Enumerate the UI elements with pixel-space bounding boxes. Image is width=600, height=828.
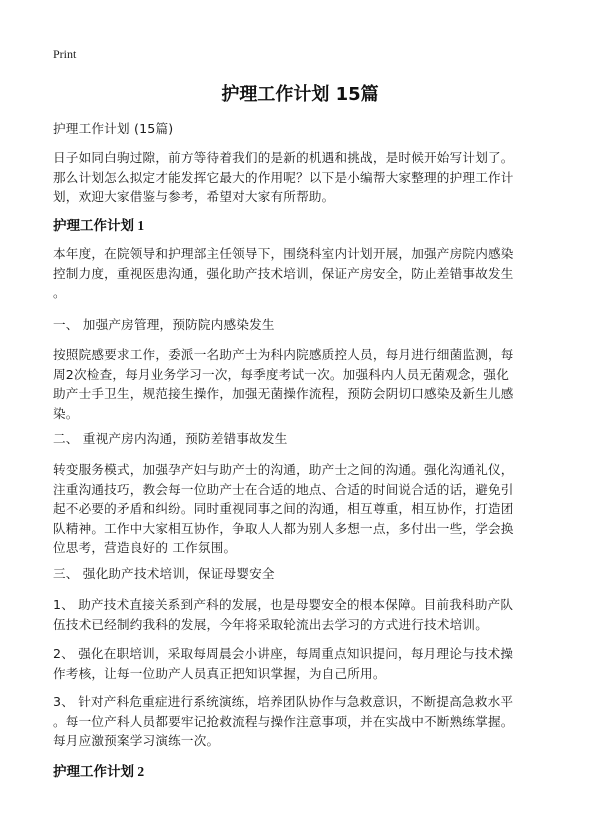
list-item-1 xyxy=(53,595,551,634)
paragraph-line: 转变服务模式，加强孕产妇与助产士的沟通，助产士之间的沟通。强化沟通礼仪， xyxy=(53,462,514,477)
paragraph-line: 本年度，在院领导和护理部主任领导下，围绕科室内计划开展，加强产房院内感染 xyxy=(53,246,514,261)
paragraph-line: 划，欢迎大家借鉴与参考，希望对大家有所帮助。 xyxy=(53,189,335,204)
paragraph-line: 。 xyxy=(53,285,66,300)
section2-heading: 二、 重视产房内沟通，预防差错事故发生 xyxy=(53,431,288,446)
plan1-paragraph xyxy=(53,244,551,303)
paragraph-line: 伍技术已经制约我科的发展，今年将采取轮流出去学习的方式进行技术培训。 xyxy=(53,616,488,632)
document-subtitle: 护理工作计划 (15篇) xyxy=(53,121,174,136)
list-item-3 xyxy=(53,692,551,751)
paragraph-line: 2、 强化在职培训，采取每周晨会小讲座，每周重点知识提问，每月理论与技术操 xyxy=(53,646,514,661)
paragraph-line: 助产士手卫生，规范接生操作，加强无菌操作流程，预防会阴切口感染及新生儿感 xyxy=(53,386,514,401)
paragraph-line: 队精神。工作中大家相互协作，争取人人都为别人多想一点，多付出一些，学会换 xyxy=(53,520,514,536)
paragraph-line: 按照院感要求工作，委派一名助产士为科内院感质控人员，每月进行细菌监测，每 xyxy=(53,347,514,362)
page-title: 护理工作计划 15篇 xyxy=(221,84,379,105)
paragraph-line: 注重沟通技巧，教会每一位助产士在合适的地点、合适的时间说合适的话，避免引 xyxy=(53,481,514,497)
section1-heading: 一、 加强产房管理，预防院内感染发生 xyxy=(53,317,275,332)
paragraph-line: 起不必要的矛盾和纠纷。同时重视同事之间的沟通，相互尊重，相互协作，打造团 xyxy=(53,501,514,516)
plan1-heading: 护理工作计划 1 xyxy=(53,218,145,233)
paragraph-line: 染。 xyxy=(53,405,79,421)
paragraph-line: 。每一位产科人员都要牢记抢救流程与操作注意事项，并在实战中不断熟练掌握。 xyxy=(53,713,514,729)
paragraph-line: 控制力度，重视医患沟通，强化助产技术培训，保证产房安全，防止差错事故发生 xyxy=(53,265,514,281)
paragraph-line: 那么计划怎么拟定才能发挥它最大的作用呢？以下是小编帮大家整理的护理工作计 xyxy=(53,169,514,185)
paragraph-line: 3、 针对产科危重症进行系统演练，培养团队协作与急救意识，不断提高急救水平 xyxy=(53,694,514,709)
paragraph-line: 日子如同白驹过隙，前方等待着我们的是新的机遇和挑战，是时候开始写计划了。 xyxy=(53,150,514,165)
section3-heading: 三、 强化助产技术培训，保证母婴安全 xyxy=(53,566,275,581)
list-item-2 xyxy=(53,644,551,683)
section1-paragraph xyxy=(53,345,551,423)
paragraph-line: 1、 助产技术直接关系到产科的发展，也是母婴安全的根本保障。目前我科助产队 xyxy=(53,597,514,612)
paragraph-line: 周2次检查，每月业务学习一次，每季度考试一次。加强科内人员无菌观念，强化 xyxy=(53,366,509,382)
paragraph-line: 位思考，营造良好的 工作氛围。 xyxy=(53,540,237,555)
paragraph-line: 作考核，让每一位助产人员真正把知识掌握，为自己所用。 xyxy=(53,665,386,681)
print-label: Print xyxy=(53,47,77,61)
section2-paragraph xyxy=(53,460,551,558)
plan2-heading: 护理工作计划 2 xyxy=(53,764,145,779)
intro-paragraph xyxy=(53,148,551,207)
paragraph-line: 每月应激预案学习演练一次。 xyxy=(53,733,220,748)
